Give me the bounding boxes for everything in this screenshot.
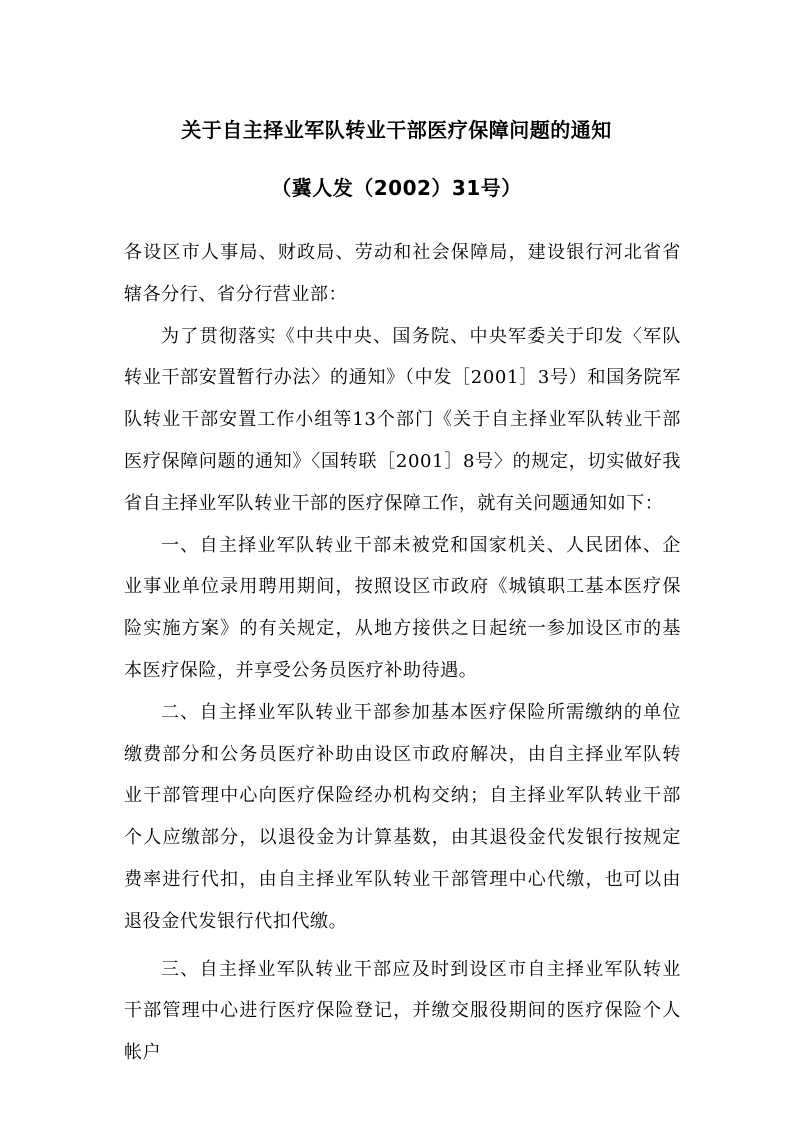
paragraph-item-2: 二、自主择业军队转业干部参加基本医疗保险所需缴纳的单位缴费部分和公务员医疗补助由设区市政府解决，由自主择业军队转业干部管理中心向医疗保险经办机构交纳；自主择业军队转业干部个人应缴部分，以退役金为计算基数，由其退役金代发银行按规定费率进行代扣，由自主择业军队转业干部管理中心代缴，也可以由退役金代发银行代扣代缴。 <box>124 701 681 932</box>
paragraph-item-3: 三、自主择业军队转业干部应及时到设区市自主择业军队转业干部管理中心进行医疗保险登记，并缴交服役期间的医疗保险个人帐户 <box>124 958 681 1064</box>
paragraph-item-1: 一、自主择业军队转业干部未被党和国家机关、人民团体、企业事业单位录用聘用期间，按照设区市政府《城镇职工基本医疗保险实施方案》的有关规定，从地方接供之日起统一参加设区市的基本医疗保险，并享受公务员医疗补助待遇。 <box>124 534 681 681</box>
document-body <box>124 232 681 1074</box>
paragraph-intro: 为了贯彻落实《中共中央、国务院、中央军委关于印发〈军队转业干部安置暂行办法〉的通知》（中发［2001］3号）和国务院军队转业干部安置工作小组等13个部门《关于自主择业军队转业干部医疗保障问题的通知》〈国转联［2001］8号〉的规定，切实做好我省自主择业军队转业干部的医疗保障工作，就有关问题通知如下： <box>124 325 681 514</box>
salutation: 各设区市人事局、财政局、劳动和社会保障局，建设银行河北省省辖各分行、省分行营业部： <box>124 242 681 305</box>
document-title: 关于自主择业军队转业干部医疗保障问题的通知 <box>181 118 612 142</box>
document-number: （冀人发（2002）31号） <box>271 176 522 200</box>
